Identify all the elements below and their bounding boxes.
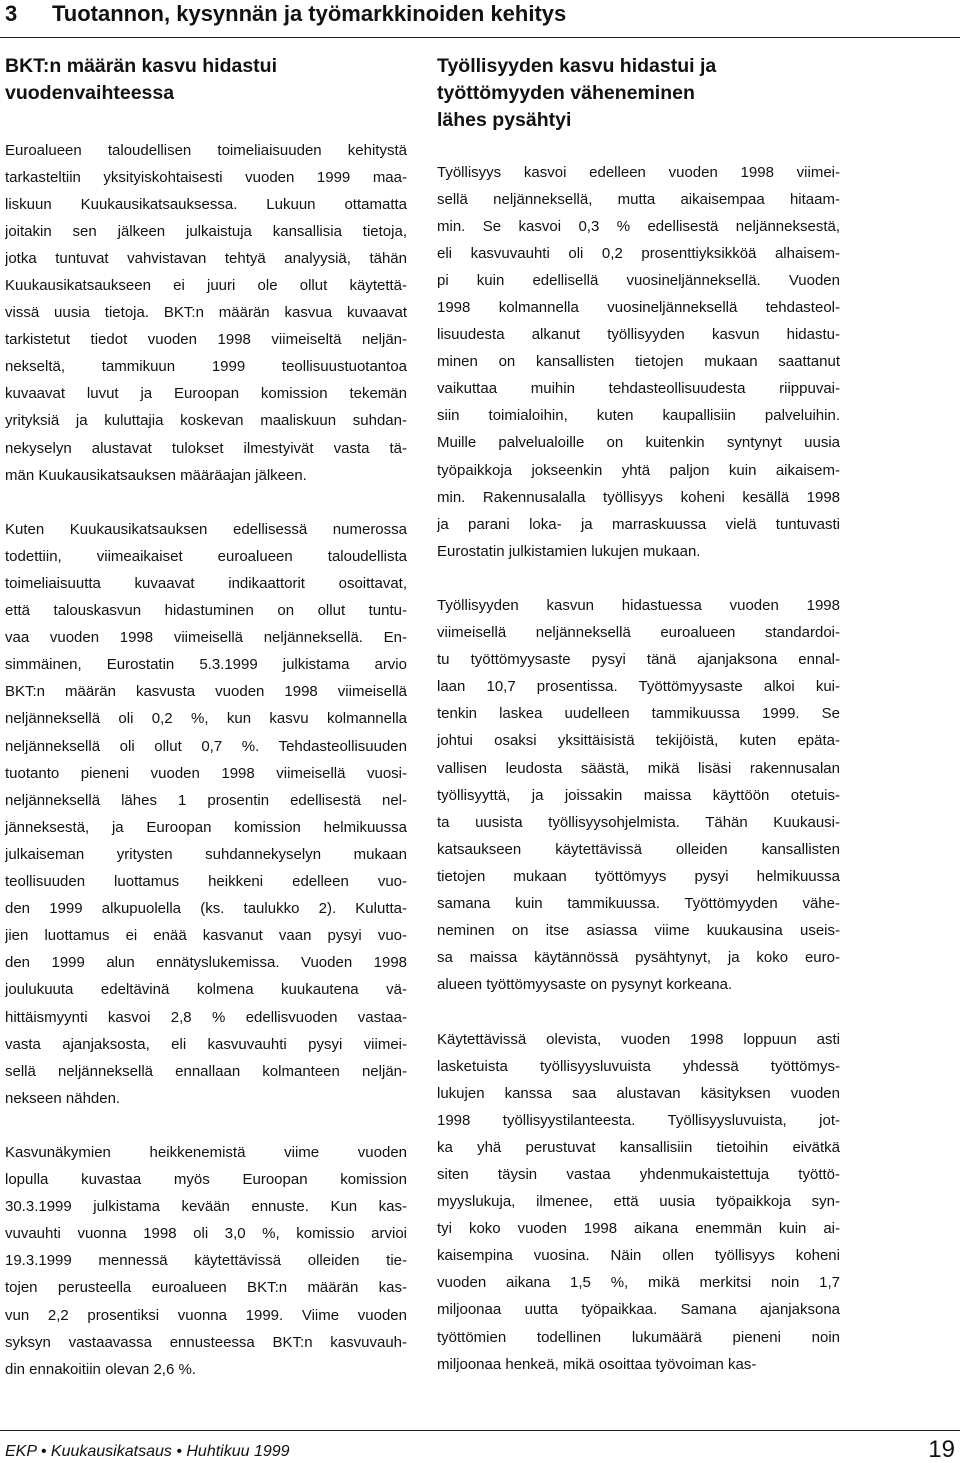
text-line: tu työttömyysaste pysyi tänä ajanjaksona ennal- (437, 651, 840, 669)
text-line: miljoonaa henkeä, mikä osoittaa työvoiman kas- (437, 1355, 757, 1373)
text-line: din ennakoitiin olevan 2,6 %. (5, 1360, 196, 1378)
text-line: Euroalueen taloudellisen toimeliaisuuden kehitystä (5, 141, 407, 159)
text-line: 1998 kolmannella vuosineljänneksellä tehdasteol- (437, 298, 840, 316)
text-line: 30.3.1999 julkistama kevään ennuste. Kun kas- (5, 1198, 407, 1216)
paragraph (437, 592, 840, 998)
paragraph (437, 159, 840, 565)
text-line: min. Se kasvoi 0,3 % edellisestä neljänneksestä, (437, 217, 840, 235)
text-line: että talouskasvun hidastuminen on ollut tuntu- (5, 602, 407, 620)
text-line: myyslukuja, ilmenee, että uusia työpaikkoja syn- (437, 1193, 840, 1211)
text-line: sellä neljänneksellä, mutta aikaisempaa hitaam- (437, 190, 840, 208)
text-line: Työllisyyden kasvun hidastuessa vuoden 1998 (437, 597, 840, 614)
heading-line: Työllisyyden kasvu hidastui ja (437, 55, 717, 77)
text-line: yrityksiä ja kuluttajia koskevan maaliskuun suhdan- (5, 412, 407, 430)
paragraph (5, 137, 407, 489)
heading-line: työttömyyden väheneminen (437, 82, 695, 104)
text-line: nekyselyn alustavat tulokset ilmestyivät vasta tä- (5, 439, 407, 457)
section-body (5, 137, 407, 1383)
text-line: nekseen nähden. (5, 1089, 121, 1107)
paragraph (437, 1026, 840, 1378)
footer-rule (0, 1430, 960, 1431)
text-line: jien luottamus ei enää kasvanut vaan pysyi vuo- (5, 927, 407, 945)
chapter-number: 3 (5, 1, 18, 26)
heading-line: lähes pysähtyi (437, 109, 572, 131)
text-line: tarkistetut tiedot vuoden 1998 viimeiseltä neljän- (5, 331, 407, 349)
text-line: eli kasvuvauhti oli 0,2 prosenttiyksikköä alhaisem- (437, 244, 840, 262)
text-line: ka yhä perustuvat kansallisiin tietoihin eivätkä (437, 1138, 840, 1156)
page-number: 19 (928, 1436, 955, 1463)
text-line: samana kuin tammikuussa. Työttömyyden vähe- (437, 895, 840, 913)
text-line: siten täysin vastaa yhdenmukaistettuja työttö- (437, 1165, 840, 1183)
text-line: vun 2,2 prosentiksi vuonna 1999. Viime vuoden (5, 1306, 407, 1324)
section-body (437, 159, 840, 1378)
text-line: alueen työttömyysaste on pysynyt korkeana. (437, 976, 733, 994)
text-line: simmäinen, Eurostatin 5.3.1999 julkistama arvio (5, 656, 407, 674)
paragraph (5, 516, 407, 1112)
text-line: neljänneksellä lähes 1 prosentin edellisestä nel- (5, 791, 407, 809)
text-line: joitakin sen jälkeen julkaistuja kansallisia tietoja, (5, 222, 407, 240)
text-line: hittäismyynti kasvoi 2,8 % edellisvuoden vastaa- (5, 1008, 407, 1026)
text-line: liskuun Kuukausikatsauksessa. Lukuun ottamatta (5, 195, 407, 213)
text-line: työllisyyttä, ja joissakin maissa käyttöön otetuis- (437, 786, 840, 804)
heading-line: vuodenvaihteessa (5, 82, 175, 104)
text-line: katsaukseen käytettävissä olleiden kansallisten (437, 840, 840, 858)
right-column (437, 53, 840, 1378)
text-line: johtui osaksi yksittäisistä tekijöistä, kuten epäta- (437, 732, 840, 750)
text-line: todettiin, viimeaikaiset euroalueen taloudellista (5, 547, 407, 565)
text-line: työttömien todellinen lukumäärä pieneni noin (437, 1328, 840, 1346)
section-heading (437, 53, 840, 134)
text-line: sellä neljänneksellä ennallaan kolmanteen neljän- (5, 1062, 407, 1080)
text-line: Käytettävissä olevista, vuoden 1998 loppuun asti (437, 1030, 840, 1048)
text-line: vissä uusia tietoja. BKT:n määrän kasvua kuvaavat (5, 304, 407, 322)
text-line: teollisuuden luottamus heikkeni edelleen vuo- (5, 873, 407, 891)
text-line: Kuten Kuukausikatsauksen edellisessä numerossa (5, 520, 407, 538)
text-line: ja parani loka- ja marraskuussa vielä tuntuvasti (437, 515, 840, 533)
text-line: Kuukausikatsaukseen ei juuri ole ollut käytettä- (5, 276, 407, 294)
text-line: tyi koko vuoden 1998 aikana enemmän kuin ai- (437, 1220, 840, 1238)
text-line: tietojen mukaan työttömyys pysyi helmikuussa (437, 867, 840, 885)
text-line: jänneksestä, ja Euroopan komission helmikuussa (5, 818, 407, 836)
section-heading (5, 53, 407, 107)
text-line: vallisen leudosta säästä, mikä lisäsi rakennusalan (437, 759, 840, 777)
text-line: Kasvunäkymien heikkenemistä viime vuoden (5, 1143, 407, 1161)
text-line: ta uusista työllisyysohjelmista. Tähän Kuukausi- (437, 813, 840, 831)
text-line: toimeliaisuutta kuvaavat indikaattorit osoittavat, (5, 575, 407, 592)
text-line: lukujen kanssa saa alustavan käsityksen vuoden (437, 1084, 840, 1102)
text-line: laan 10,7 prosentissa. Työttömyysaste alkoi kui- (437, 678, 840, 696)
text-line: kuvaavat luvut ja Euroopan komission tekemän (5, 385, 407, 403)
text-line: vaa vuoden 1998 viimeisellä neljänneksellä. En- (5, 629, 407, 647)
text-line: julkaiseman yritysten suhdannekyselyn mukaan (5, 845, 407, 863)
text-line: Eurostatin julkistamien lukujen mukaan. (437, 542, 701, 560)
left-column (5, 53, 407, 1383)
text-line: siin toimialoihin, kuten kaupallisiin palveluihin. (437, 407, 840, 425)
text-line: miljoonaa uutta työpaikkaa. Samana ajanjaksona (437, 1301, 840, 1319)
text-line: tenkin laskea uudelleen tammikuussa 1999. Se (437, 705, 840, 723)
heading-line: BKT:n määrän kasvu hidastui (5, 55, 277, 77)
text-line: lasketuista työllisyysluvuista yhdessä työttömys- (437, 1057, 840, 1075)
text-line: 1998 työllisyystilanteesta. Työllisyysluvuista, jot- (437, 1111, 840, 1129)
text-line: Työllisyys kasvoi edelleen vuoden 1998 viimei- (437, 163, 840, 181)
text-line: joulukuuta edeltävinä kolmena kuukautena vä- (5, 981, 407, 999)
text-line: nekseltä, tammikuun 1999 teollisuustuotantoa (5, 358, 407, 376)
text-line: jotka tuntuvat vahvistavan tehtyä analyysiä, tähän (5, 249, 407, 267)
chapter-title: Tuotannon, kysynnän ja työmarkkinoiden kehitys (52, 1, 567, 26)
text-line: män Kuukausikatsauksen määräajan jälkeen. (5, 466, 307, 484)
text-line: pi kuin edellisellä vuosineljänneksellä. Vuoden (437, 271, 840, 289)
text-line: viimeisellä neljänneksellä euroalueen standardoi- (437, 624, 840, 642)
chapter-header (0, 0, 960, 28)
text-line: den 1999 alun ennätyslukemissa. Vuoden 1998 (5, 954, 407, 972)
footer-publication: EKP • Kuukausikatsaus • Huhtikuu 1999 (5, 1443, 290, 1460)
text-line: kaisempina vuosina. Näin ollen työllisyys koheni (437, 1247, 840, 1265)
text-line: tarkasteltiin yksityiskohtaisesti vuoden 1999 maa- (5, 168, 407, 186)
paragraph (5, 1139, 407, 1383)
text-line: vuoden aikana 1,5 %, mikä merkitsi noin 1,7 (437, 1274, 840, 1292)
text-line: neljänneksellä oli 0,2 %, kun kasvu kolmannella (5, 710, 407, 728)
text-line: vasta ajanjaksosta, eli kasvuvauhti pysyi viimei- (5, 1035, 407, 1053)
text-line: neljänneksellä oli ollut 0,7 %. Tehdasteollisuuden (5, 737, 407, 755)
text-line: min. Rakennusalalla työllisyys koheni kesällä 1998 (437, 488, 840, 506)
text-line: sa maissa käytännössä pysähtynyt, ja koko euro- (437, 949, 840, 967)
text-line: lisuudesta alkanut työllisyyden kasvun hidastu- (437, 326, 840, 344)
text-line: BKT:n määrän kasvusta vuoden 1998 viimeisellä (5, 683, 407, 701)
text-line: neminen on itse asiassa viime kuukausina useis- (437, 922, 840, 940)
text-line: tojen perusteella euroalueen BKT:n määrän kas- (5, 1279, 407, 1297)
text-line: vuvauhti vuonna 1998 oli 3,0 %, komissio arvioi (5, 1225, 407, 1243)
text-line: Muille palvelualoille on kuitenkin syntynyt uusia (437, 434, 840, 452)
text-line: den 1999 alkupuolella (ks. taulukko 2). Kulutta- (5, 900, 407, 918)
text-line: työpaikkoja jokseenkin yhtä paljon kuin aikaisem- (437, 461, 840, 479)
text-line: minen on kansallisten tietojen mukaan saattanut (437, 353, 840, 371)
text-line: tuotanto pieneni vuoden 1998 viimeisellä vuosi- (5, 764, 407, 782)
header-rule (0, 37, 960, 38)
text-line: 19.3.1999 mennessä käytettävissä olleiden tie- (5, 1252, 407, 1270)
text-line: syksyn vastaavassa ennusteessa BKT:n kasvuvauh- (5, 1333, 407, 1351)
text-line: lopulla kuvastaa myös Euroopan komission (5, 1171, 407, 1189)
text-line: vaikuttaa muihin tehdasteollisuudesta riippuvai- (437, 380, 840, 398)
